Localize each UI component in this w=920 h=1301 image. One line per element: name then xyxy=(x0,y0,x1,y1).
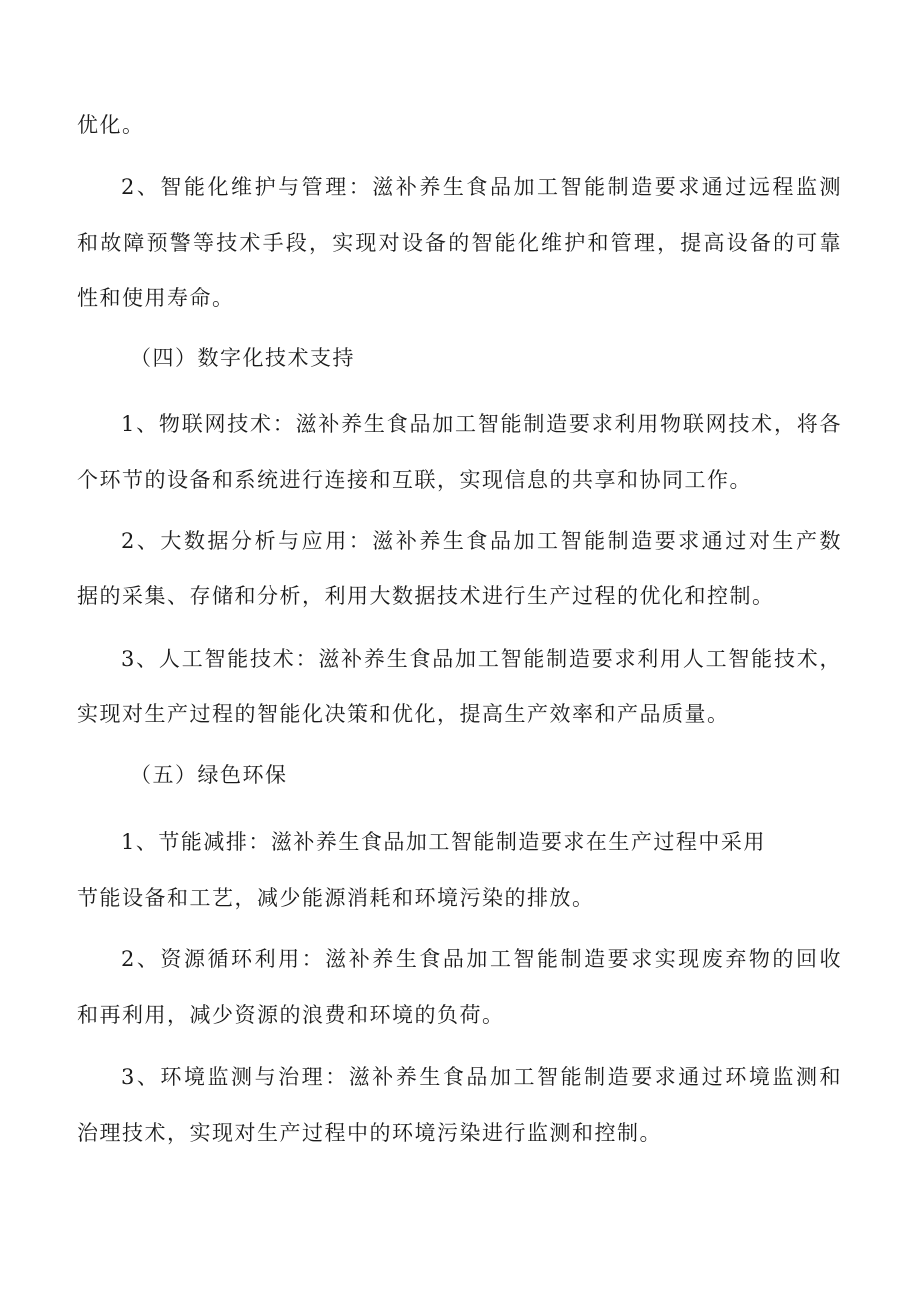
paragraph-line: 个环节的设备和系统进行连接和互联，实现信息的共享和协同工作。 xyxy=(77,468,752,492)
paragraph-line: 据的采集、存储和分析，利用大数据技术进行生产过程的优化和控制。 xyxy=(77,584,775,608)
paragraph-line: 和再利用，减少资源的浪费和环境的负荷。 xyxy=(77,1003,505,1027)
paragraph-line: 2、大数据分析与应用：滋补养生食品加工智能制造要求通过对生产数 xyxy=(121,529,842,553)
section-heading: （四）数字化技术支持 xyxy=(130,346,355,370)
paragraph-line: 2、资源循环利用：滋补养生食品加工智能制造要求实现废弃物的回收 xyxy=(121,947,842,971)
paragraph-line: 3、环境监测与治理：滋补养生食品加工智能制造要求通过环境监测和 xyxy=(121,1065,842,1089)
paragraph-line: 优化。 xyxy=(77,113,145,137)
section-heading: （五）绿色环保 xyxy=(130,763,288,787)
paragraph-line: 节能设备和工艺，减少能源消耗和环境污染的排放。 xyxy=(77,886,595,910)
paragraph-line: 2、智能化维护与管理：滋补养生食品加工智能制造要求通过远程监测 xyxy=(121,175,842,199)
paragraph-line: 1、物联网技术：滋补养生食品加工智能制造要求利用物联网技术，将各 xyxy=(121,412,842,436)
paragraph-line: 1、节能减排：滋补养生食品加工智能制造要求在生产过程中采用 xyxy=(121,830,766,854)
paragraph-line: 3、人工智能技术：滋补养生食品加工智能制造要求利用人工智能技术， xyxy=(121,647,842,671)
paragraph-line: 实现对生产过程的智能化决策和优化，提高生产效率和产品质量。 xyxy=(77,702,730,726)
paragraph-line: 和故障预警等技术手段，实现对设备的智能化维护和管理，提高设备的可靠 xyxy=(77,231,842,255)
paragraph-line: 性和使用寿命。 xyxy=(77,286,235,310)
paragraph-line: 治理技术，实现对生产过程中的环境污染进行监测和控制。 xyxy=(77,1121,662,1145)
